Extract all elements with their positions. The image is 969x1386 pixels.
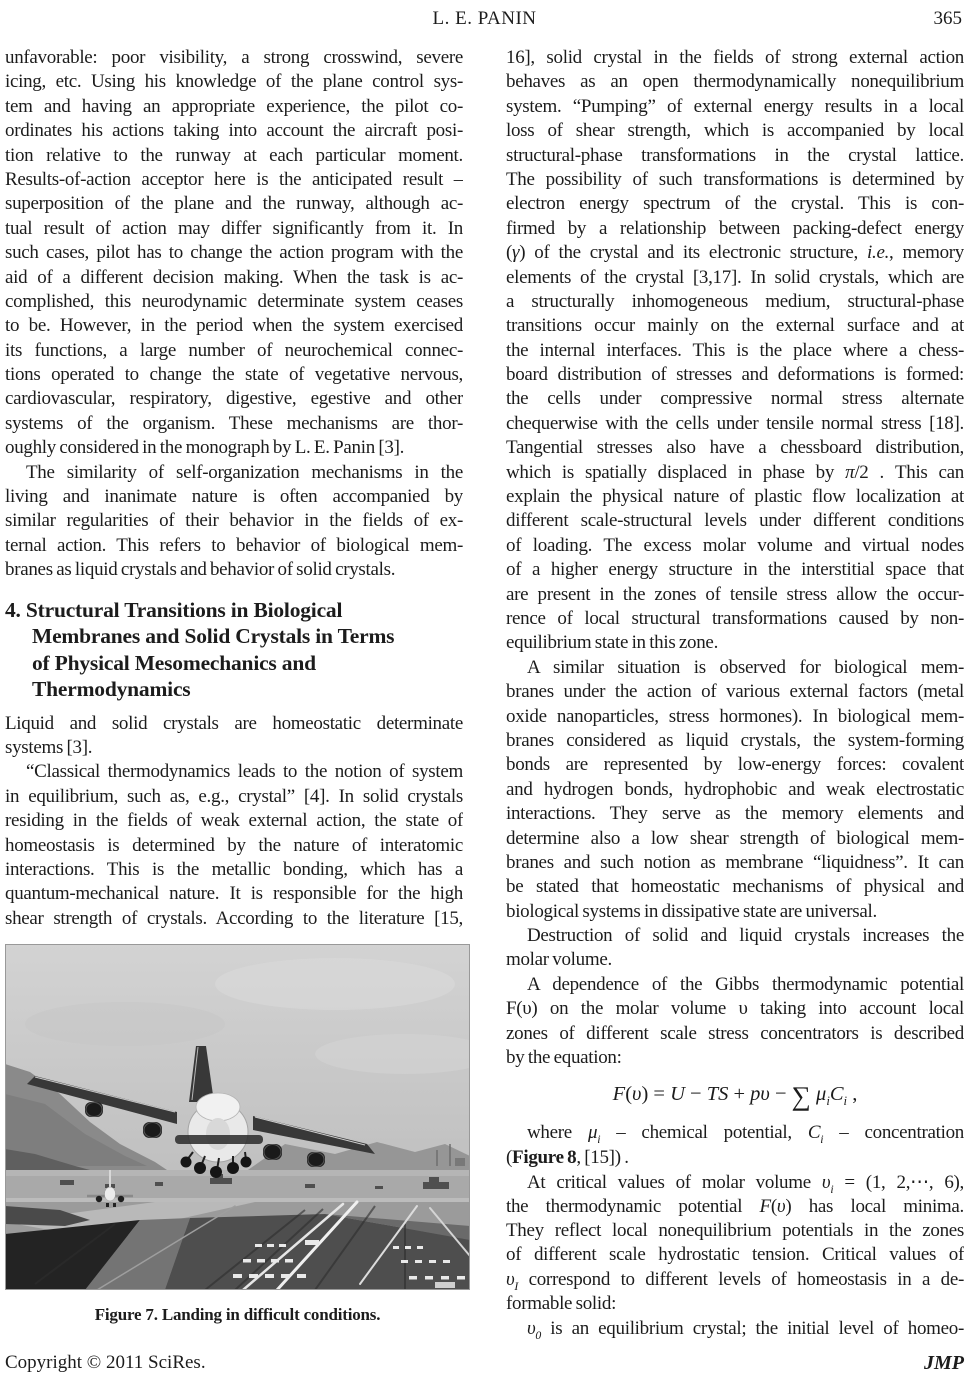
text-line: oxide nanoparticles, stress hormones). In biological mem- [506, 705, 964, 727]
paragraph [5, 462, 463, 584]
paragraph [506, 47, 964, 657]
text-line: cardiovascular, respiratory, digestive, egestive and other [5, 388, 463, 410]
text-line: Membranes and Solid Crystals in Terms [32, 624, 395, 649]
text-line: of a higher energy structure in the interstitial space that [506, 559, 964, 581]
text-line: which is spatially displaced in phase by π/2 . This can [506, 461, 964, 483]
text-line: molar volume. [506, 949, 612, 971]
equation: F(υ) = U − TS + pυ − ∑ $\mu_iC_i$ , [612, 1081, 858, 1112]
paragraph [506, 1171, 964, 1317]
text-line: branes and such notion as membrane “liquidness”. It can [506, 851, 964, 873]
paragraph [5, 761, 463, 932]
text-line: the thermodynamic potential F(υ) has local minima. [506, 1195, 964, 1217]
text-line: tion relative to the runway at each particular moment. [5, 144, 463, 166]
paragraph [506, 925, 964, 974]
text-line: shear strength of crystals. According to the literature [15, [5, 907, 463, 929]
text-line: be stated that homeostatic mechanisms of physical and [506, 876, 964, 898]
paragraph [5, 47, 463, 462]
text-line: elements of the crystal [3,17]. In solid crystals, which are [506, 266, 964, 288]
text-line: (γ) of the crystal and its electronic structure, i.e., memory [506, 242, 964, 264]
text-line: equilibrium state in this zone. [506, 632, 719, 654]
fuselage-hump [196, 1093, 240, 1121]
text-line: behaves as an open thermodynamically nonequilibrium [506, 71, 964, 93]
text-line: unfavorable: poor visibility, a strong crosswind, severe [5, 47, 463, 68]
text-line: The similarity of self-organization mechanisms in the [26, 461, 463, 483]
text-line: The possibility of such transformations is determined by [506, 168, 964, 190]
text-line: oughly considered in the monograph by L. E. Panin [3]. [5, 437, 405, 459]
text-line: electron energy spectrum of the crystal. This is con- [506, 193, 964, 215]
text-line: quantum-mechanical nature. It is responsible for the high [5, 883, 463, 905]
text-line: in equilibrium, such as, e.g., crystal” [4]. In solid crystals [5, 785, 463, 807]
text-line: tem and having an appropriate experience, the pilot co- [5, 95, 463, 117]
text-line: structural-phase transformations in the crystal lattice. [506, 144, 964, 166]
text-line: They reflect local nonequilibrium potentials in the zones [506, 1219, 964, 1241]
text-line: rence of local structural transformations caused by non- [506, 607, 964, 629]
text-line: icing, etc. Using his knowledge of the plane control sys- [5, 71, 463, 93]
figure-7 [5, 944, 470, 1325]
page-header [5, 8, 964, 34]
text-line: of Physical Mesomechanics and [32, 650, 316, 675]
running-title: L. E. PANIN [432, 8, 537, 29]
text-line: and hydrogen bonds, hydrophobic and weak electrostatic [506, 778, 964, 800]
text-line: Thermodynamics [32, 677, 191, 702]
text-line: the cells under compressive normal stress alternate [506, 388, 964, 410]
text-line: to be. However, in the period when the system exercised [5, 315, 463, 337]
text-line: Destruction of solid and liquid crystals increases the [527, 925, 964, 947]
text-line: 4. Structural Transitions in Biological [5, 597, 343, 622]
text-line: $\upsilon_I$ correspond to different levels of homeostasis in a de- [506, 1268, 964, 1293]
text-line: superposition of the plane and the runway, although ac- [5, 193, 463, 215]
text-line: branes as liquid crystals and behavior of solid crystals. [5, 559, 396, 581]
text-line: branes considered as liquid crystals, the system-forming [506, 729, 964, 751]
text-line: transitions occur mainly on the external surface and at [506, 315, 964, 337]
text-line: biological systems in dissipative state are universal. [506, 900, 877, 922]
text-line: systems [3]. [5, 736, 93, 758]
text-line: ordinates his actions taking into account the aircraft posi- [5, 120, 463, 142]
tail-cone [206, 1118, 230, 1150]
window-stripe [175, 1135, 263, 1144]
text-line: board distribution of stresses and deformations is formed: [506, 364, 964, 386]
text-line: aid of a different decision making. When the task is ac- [5, 266, 463, 288]
text-line: $\upsilon_0$ is an equilibrium crystal; the initial level of homeo- [527, 1317, 964, 1342]
text-line: interactions. They serve as the memory elements and [506, 803, 964, 825]
text-line: such cases, pilot has to change the action program with the [5, 242, 463, 264]
section-heading [5, 598, 463, 704]
text-line: ternal action. This refers to behavior of biological mem- [5, 534, 463, 556]
page-number: 365 [933, 8, 962, 29]
right-column [506, 47, 964, 1342]
text-line: (Figure 8, [15]) . [506, 1146, 629, 1168]
text-line: explain the physical nature of plastic flow localization at [506, 486, 964, 508]
paragraph [5, 713, 463, 762]
text-line: different scale-structural levels under different conditions [506, 510, 964, 532]
copyright-notice: Copyright © 2011 SciRes. [5, 1352, 206, 1373]
text-line: “Classical thermodynamics leads to the notion of system [26, 761, 463, 783]
text-line: tual result of action may differ significantly from it. In [5, 217, 463, 239]
text-line: zones of different scale stress concentrators is described [506, 1022, 964, 1044]
text-line: of different scale hydrostatic tension. Critical values of [506, 1244, 964, 1266]
text-line: are present in the zones of tensile stress allow the occur- [506, 583, 964, 605]
text-line: systems of the organism. These mechanisms are thor- [5, 412, 463, 434]
text-line: living and inanimate nature is often accompanied by [5, 486, 463, 508]
text-line: where $\mu_i$ – chemical potential, $C_i$ – concentration [527, 1122, 964, 1147]
text-line: 16], solid crystal in the fields of strong external action [506, 47, 964, 68]
text-line: tions operated to change the state of vegetative nervous, [5, 364, 463, 386]
left-column [5, 47, 463, 1342]
cloud [215, 958, 455, 1010]
text-line: residing in the fields of weak external action, the state of [5, 810, 463, 832]
text-line: loss of shear strength, which is accompanied by local [506, 120, 964, 142]
text-line: homeostasis is determined by the nature of interatomic [5, 834, 463, 856]
text-line: A similar situation is observed for biological mem- [527, 656, 964, 678]
text-line: the internal interfaces. This is the place where a chess- [506, 339, 964, 361]
text-line: At critical values of molar volume $\upsilon_i = (1$, 2,⋯, 6), [527, 1172, 964, 1196]
text-line: similar regularities of their behavior in the fields of ex- [5, 510, 463, 532]
paragraph [506, 1318, 964, 1342]
page-footer [5, 1352, 964, 1375]
figure-caption: Figure 7. Landing in difficult conditions. [94, 1305, 381, 1325]
journal-abbrev: JMP [924, 1352, 964, 1374]
text-line: Tangential stresses also have a chessboard distribution, [506, 437, 964, 459]
figure-7-photo [5, 944, 470, 1290]
harbor-building [455, 1158, 465, 1166]
text-line: of loading. The excess molar volume and virtual nodes [506, 534, 964, 556]
text-line: chequerwise with the cells under tensile normal stress [18]. [506, 412, 964, 434]
text-line: Liquid and solid crystals are homeostatic determinate [5, 712, 463, 734]
text-line: F(υ) on the molar volume υ taking into account local [506, 998, 964, 1020]
text-line: branes under the action of various external factors (metal [506, 681, 964, 703]
text-line: formable solid: [506, 1293, 617, 1315]
paragraph [506, 974, 964, 1072]
paragraph [506, 657, 964, 925]
text-line: determine also a low shear strength of biological mem- [506, 827, 964, 849]
paragraph [506, 1122, 964, 1171]
text-line: a structurally inhomogeneous medium, structural-phase [506, 290, 964, 312]
text-line: system. “Pumping” of external energy results in a local [506, 95, 964, 117]
text-line: bonds are represented by low-energy forces: covalent [506, 754, 964, 776]
text-line: its functions, a large number of neurochemical connec- [5, 339, 463, 361]
text-line: A dependence of the Gibbs thermodynamic potential [527, 973, 964, 995]
text-line: Results-of-action acceptor here is the anticipated result – [5, 168, 463, 190]
text-line: complished, this neurodynamic determinate system ceases [5, 290, 463, 312]
two-column-body [5, 47, 964, 1342]
text-line: by the equation: [506, 1047, 622, 1069]
text-line: firmed by a relationship between packing-defect energy [506, 217, 964, 239]
text-line: interactions. This is the metallic bonding, which has a [5, 858, 463, 880]
cloud [25, 1002, 225, 1046]
